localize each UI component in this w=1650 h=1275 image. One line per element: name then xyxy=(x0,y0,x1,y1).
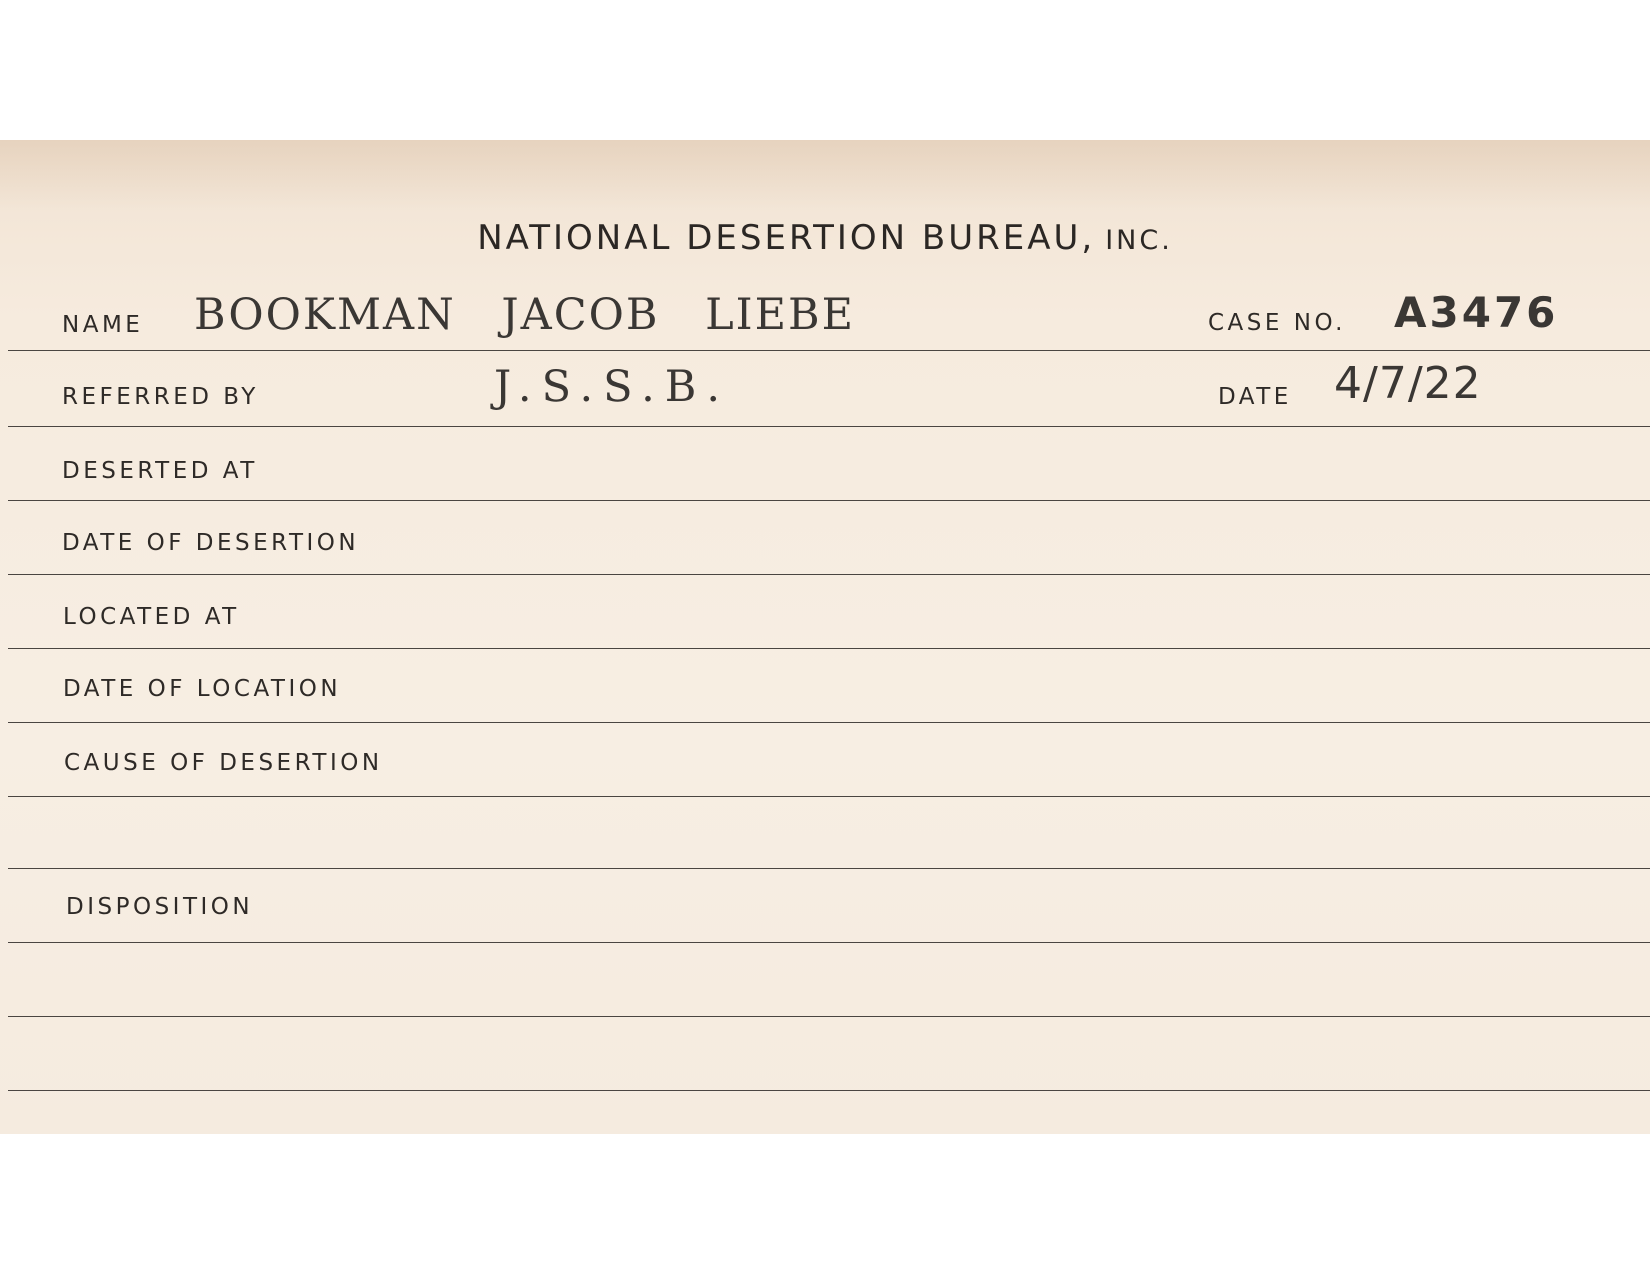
date-of-location-label: DATE OF LOCATION xyxy=(63,676,342,702)
deserted-at-rule xyxy=(8,500,1650,501)
name-value: BOOKMAN JACOB LIEBE xyxy=(194,290,856,340)
card-title xyxy=(0,218,1650,258)
name-label: NAME xyxy=(62,312,144,338)
case-number-label: CASE NO. xyxy=(1208,310,1346,336)
date-of-desertion-rule xyxy=(8,574,1650,575)
cause-continuation-rule xyxy=(8,868,1650,869)
disposition-rule-3 xyxy=(8,1090,1650,1091)
located-at-label: LOCATED AT xyxy=(63,604,240,630)
name-rule xyxy=(8,350,1650,351)
date-value: 4/7/22 xyxy=(1334,358,1482,409)
disposition-label: DISPOSITION xyxy=(66,894,254,920)
index-card xyxy=(0,140,1650,1134)
referred-by-label: REFERRED BY xyxy=(62,384,259,410)
disposition-rule-2 xyxy=(8,1016,1650,1017)
cause-of-desertion-label: CAUSE OF DESERTION xyxy=(64,750,383,776)
date-label: DATE xyxy=(1218,384,1292,410)
case-number-value: A3476 xyxy=(1394,288,1559,337)
title-suffix: INC. xyxy=(1105,225,1173,256)
referred-rule xyxy=(8,426,1650,427)
date-of-desertion-label: DATE OF DESERTION xyxy=(62,530,360,556)
deserted-at-label: DESERTED AT xyxy=(62,458,258,484)
disposition-rule xyxy=(8,942,1650,943)
title-text: NATIONAL DESERTION BUREAU, xyxy=(477,218,1096,258)
cause-rule xyxy=(8,796,1650,797)
located-at-rule xyxy=(8,648,1650,649)
referred-by-value: J.S.S.B. xyxy=(494,362,731,412)
date-of-location-rule xyxy=(8,722,1650,723)
